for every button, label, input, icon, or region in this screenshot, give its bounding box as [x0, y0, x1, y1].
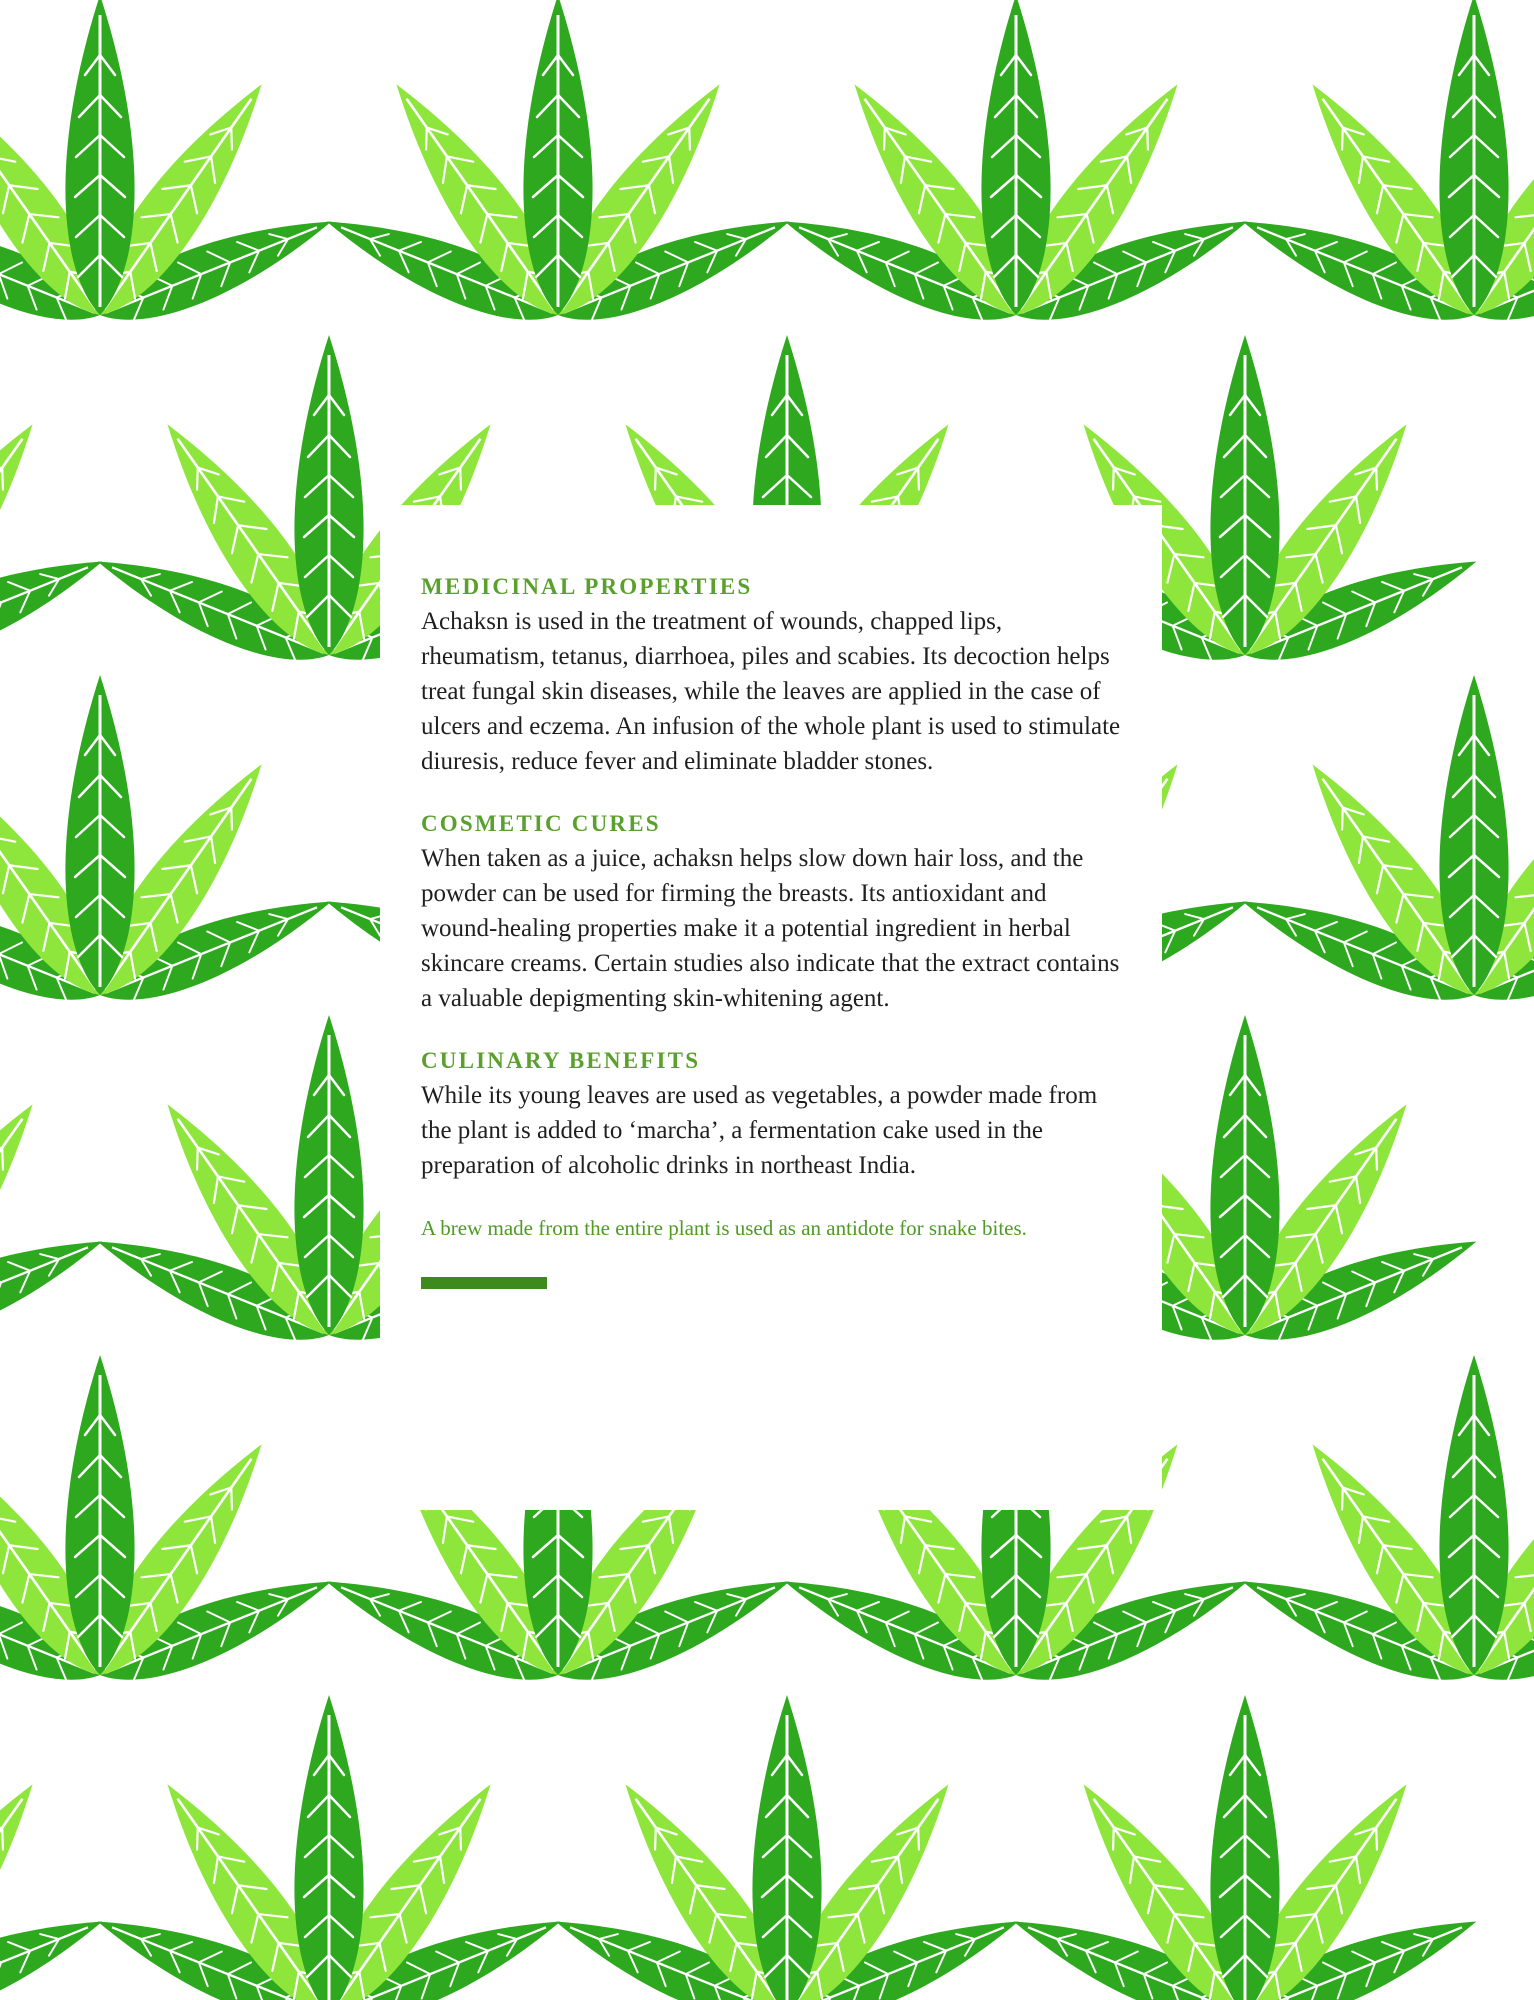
leaf-cluster [774, 0, 1257, 340]
leaf-cluster [1232, 675, 1534, 1020]
leaf-cluster [0, 1015, 113, 1360]
leaf-cluster [316, 0, 799, 340]
callout-note: A brew made from the entire plant is used as an antidote for snake bites. [421, 1216, 1027, 1240]
cosmetic-cures-text: When taken as a juice, achaksn helps slow down hair loss, and the powder can be used for firming the breasts. Its antioxidant and wound-healing properties make it a potential ingredient in herbal skincare creams. Certain studies also indicate that the extract contains a valuable depigmenting skin-whitening agent. [421, 845, 1120, 1012]
article-content [421, 572, 1121, 1289]
leaf-cluster [0, 1355, 342, 1700]
leaf-cluster [87, 1695, 570, 2000]
leaf-cluster [545, 1695, 1028, 2000]
leaf-cluster [1003, 1695, 1486, 2000]
leaf-cluster [0, 0, 342, 340]
decorative-rule [421, 1277, 547, 1289]
cosmetic-cures-heading: COSMETIC CURES [421, 811, 661, 836]
medicinal-properties-text: Achaksn is used in the treatment of wounds, chapped lips, rheumatism, tetanus, diarrhoea, piles and scabies. Its decoction helps treat fungal skin diseases, while the leaves are applied in the case of ulcers and eczema. An infusion of the whole plant is used to stimulate diuresis, reduce fever and eliminate bladder stones. [421, 608, 1121, 775]
leaf-cluster [1232, 0, 1534, 340]
culinary-benefits-text: While its young leaves are used as vegetables, a powder made from the plant is added to ‘marcha’, a fermentation cake used in the preparation of alcoholic drinks in northeast India. [421, 1082, 1098, 1179]
medicinal-properties-heading: MEDICINAL PROPERTIES [421, 574, 753, 599]
leaf-cluster [0, 335, 113, 680]
leaf-cluster [0, 1695, 113, 2000]
culinary-benefits-heading: CULINARY BENEFITS [421, 1048, 701, 1073]
leaf-cluster [1232, 1355, 1534, 1700]
leaf-cluster [0, 675, 342, 1020]
